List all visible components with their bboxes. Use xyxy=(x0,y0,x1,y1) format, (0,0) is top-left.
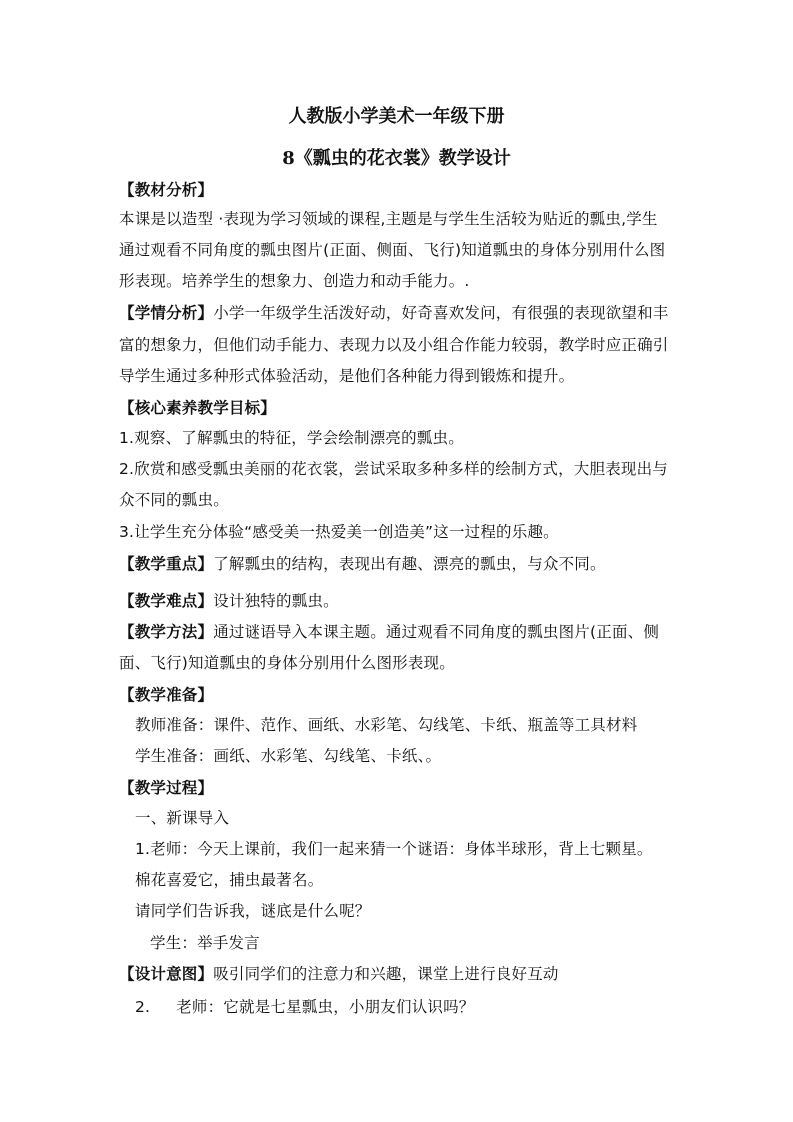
heading-methods: 【教学方法】 xyxy=(119,623,214,641)
section-design-intent xyxy=(119,963,679,985)
heading-textbook-analysis: 【教材分析】 xyxy=(119,181,214,199)
heading-design-intent: 【设计意图】 xyxy=(119,965,214,983)
step-number: 2. xyxy=(135,998,151,1016)
paragraph-text: 老师：它就是七星瓢虫，小朋友们认识吗？ xyxy=(176,998,475,1016)
paragraph-text: 小学一年级学生活泼好动，好奇喜欢发问，有很强的表现欲望和丰 xyxy=(213,304,669,322)
paragraph-line: 富的想象力，但他们动手能力、表现力以及小组合作能力较弱，教学时应正确引 xyxy=(119,336,669,354)
paragraph-line: 面、飞行)知道瓢虫的身体分别用什么图形表现。 xyxy=(119,654,455,672)
heading-difficulties: 【教学难点】 xyxy=(119,592,214,610)
objective-item-continued: 众不同的瓢虫。 xyxy=(119,491,229,509)
process-line: 1.老师：今天上课前，我们一起来猜一个谜语：身体半球形，背上七颗星。 xyxy=(135,840,653,858)
process-line: 请同学们告诉我，谜底是什么呢？ xyxy=(135,902,371,920)
objective-item: 1.观察、了解瓢虫的特征，学会绘制漂亮的瓢虫。 xyxy=(119,429,464,447)
heading-learner-analysis: 【学情分析】 xyxy=(119,304,214,322)
section-key-points xyxy=(119,553,679,575)
section-difficulties xyxy=(119,590,679,612)
objective-item: 2.欣赏和感受瓢虫美丽的花衣裳，尝试采取多种多样的绘制方式，大胆表现出与 xyxy=(119,460,668,478)
preparation-teacher: 教师准备：课件、范作、画纸、水彩笔、勾线笔、卡纸、瓶盖等工具材料 xyxy=(135,716,638,734)
paragraph-text: 通过谜语导入本课主题。通过观看不同角度的瓢虫图片(正面、侧 xyxy=(213,623,660,641)
paragraph-line: 本课是以造型 ·表现为学习领域的课程,主题是与学生生活较为贴近的瓢虫,学生 xyxy=(119,210,658,228)
paragraph-line: 通过观看不同角度的瓢虫图片(正面、侧面、飞行)知道瓢虫的身体分别用什么图 xyxy=(119,241,666,259)
section-learner-analysis xyxy=(119,302,679,324)
heading-preparation: 【教学准备】 xyxy=(119,686,214,704)
paragraph-line: 导学生通过多种形式体验活动，是他们各种能力得到锻炼和提升。 xyxy=(119,367,575,385)
process-step-2 xyxy=(135,996,695,1018)
heading-process: 【教学过程】 xyxy=(119,779,214,797)
document-title: 人教版小学美术一年级下册 xyxy=(288,106,505,127)
process-step-title: 一、新课导入 xyxy=(135,809,230,827)
paragraph-text: 了解瓢虫的结构，表现出有趣、漂亮的瓢虫，与众不同。 xyxy=(213,555,606,573)
paragraph-text: 吸引同学们的注意力和兴趣，课堂上进行良好互动 xyxy=(213,965,559,983)
heading-core-objectives: 【核心素养教学目标】 xyxy=(119,399,277,417)
section-methods xyxy=(119,621,679,643)
paragraph-text: 设计独特的瓢虫。 xyxy=(213,592,339,610)
paragraph-line: 形表现。培养学生的想象力、创造力和动手能力。. xyxy=(119,272,470,290)
heading-key-points: 【教学重点】 xyxy=(119,555,214,573)
objective-item: 3.让学生充分体验“感受美一热爱美一创造美”这一过程的乐趣。 xyxy=(119,523,559,541)
process-line: 棉花喜爱它，捕虫最著名。 xyxy=(135,871,324,889)
preparation-student: 学生准备：画纸、水彩笔、勾线笔、卡纸、。 xyxy=(135,747,442,765)
document-subtitle: 8《瓢虫的花衣裳》教学设计 xyxy=(282,148,511,169)
process-line: 学生：举手发言 xyxy=(150,934,260,952)
